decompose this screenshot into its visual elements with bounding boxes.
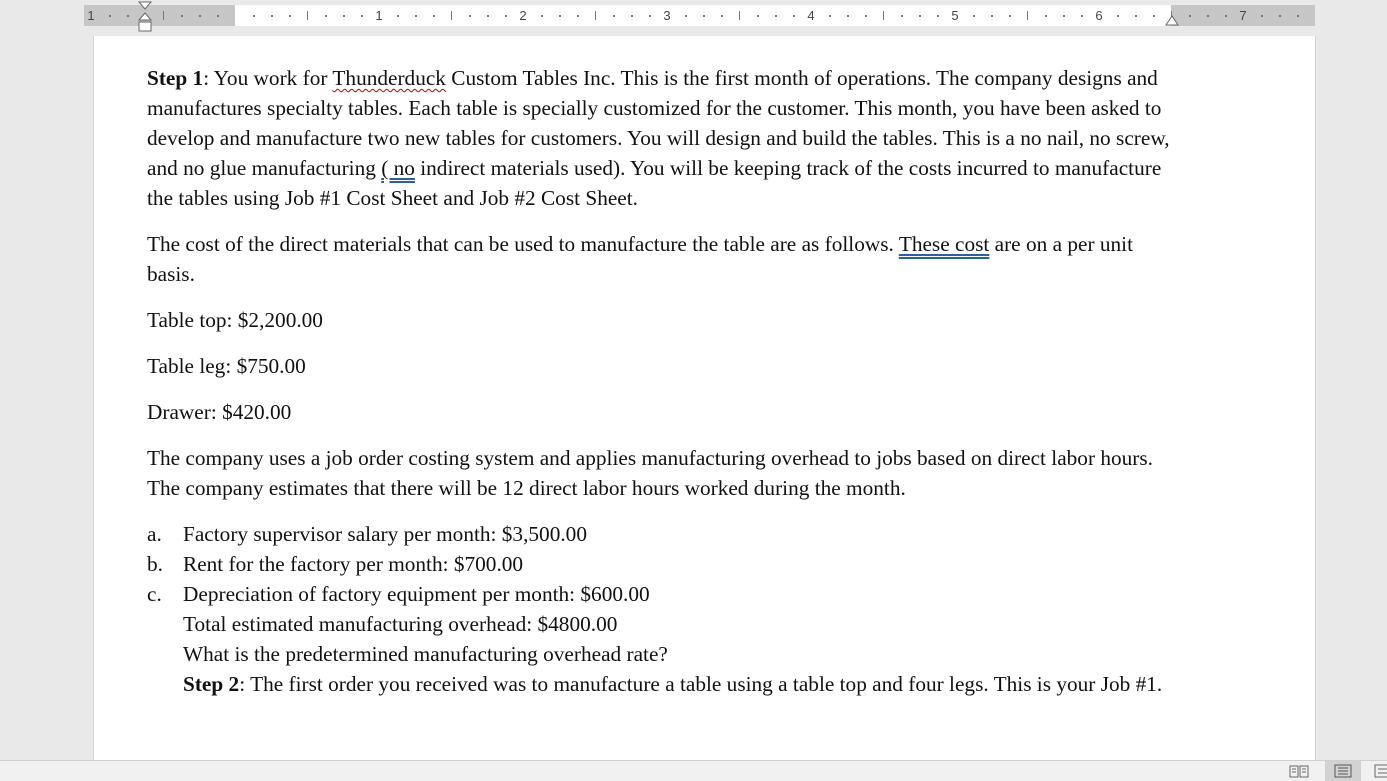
read-mode-button[interactable] <box>1281 761 1317 781</box>
ruler-label-1: 1 <box>375 8 383 23</box>
ruler-tick <box>1297 15 1299 17</box>
grammar-flag[interactable]: ( no <box>381 156 415 180</box>
step1-text-a: : You work for <box>203 66 333 90</box>
ruler-tick <box>973 15 975 17</box>
list-letter: b. <box>147 552 163 576</box>
ruler-tick <box>199 15 201 17</box>
ruler-tick <box>649 15 651 17</box>
ruler-tick <box>865 15 867 17</box>
ruler-label-4: 4 <box>807 8 815 23</box>
total-overhead: Total estimated manufacturing overhead: $4800.00 <box>183 612 618 636</box>
ruler-tick <box>685 15 687 17</box>
ruler-tick <box>919 15 921 17</box>
ruler-tick <box>559 15 561 17</box>
ruler-tick <box>1189 15 1191 17</box>
ruler-tick <box>757 15 759 17</box>
step1-text-b: Custom Tables Inc. This is the first month of operations. The company designs and manufactures specialty tables. Each table is specially customized for the customer. This month, you have been asked to develop and manufacture two new tables for customers. You will design and build the tables. This is a no nail, no screw, and no glue manufacturing <box>147 66 1170 180</box>
ruler-tick <box>343 15 345 17</box>
ruler-tick <box>163 11 164 20</box>
document-body[interactable] <box>147 63 1177 699</box>
table-top-cost: Table top: $2,200.00 <box>147 308 323 332</box>
ruler-tick <box>1135 15 1137 17</box>
ruler-tick <box>469 15 471 17</box>
ruler-tick <box>613 15 615 17</box>
ruler-tick <box>1279 15 1281 17</box>
ruler-tick <box>127 15 129 17</box>
horizontal-ruler[interactable] <box>84 5 1315 26</box>
materials-text-b: are on a per unit basis. <box>147 232 1133 286</box>
grammar-flag[interactable]: These cost <box>898 232 990 256</box>
read-mode-icon <box>1289 764 1309 778</box>
ruler-tick <box>595 11 596 20</box>
ruler-tick <box>847 15 849 17</box>
right-indent-marker-icon[interactable] <box>1165 15 1179 29</box>
print-layout-button[interactable] <box>1325 761 1361 781</box>
ruler-tick <box>1009 15 1011 17</box>
ruler-tick <box>181 15 183 17</box>
ruler-tick <box>325 15 327 17</box>
ruler-tick <box>577 15 579 17</box>
ruler-tick <box>397 15 399 17</box>
ruler-tick <box>901 15 903 17</box>
list-text: Depreciation of factory equipment per month: $600.00 <box>183 582 650 606</box>
status-bar <box>0 760 1387 781</box>
list-text: Factory supervisor salary per month: $3,500.00 <box>183 522 587 546</box>
ruler-tick <box>721 15 723 17</box>
ruler-tick <box>361 15 363 17</box>
ruler-tick <box>793 15 795 17</box>
list-letter: a. <box>147 522 162 546</box>
paragraph-overhead: The company uses a job order costing system and applies manufacturing overhead to jobs based on direct labor hours. The company estimates that there will be 12 direct labor hours worked during the month. <box>147 446 1154 500</box>
ruler-tick <box>1225 15 1227 17</box>
web-layout-button[interactable] <box>1369 761 1387 781</box>
ruler-tick <box>991 15 993 17</box>
ruler-tick <box>1261 15 1263 17</box>
ruler-tick <box>1045 15 1047 17</box>
ruler-tick <box>307 11 308 20</box>
ruler-label-3: 3 <box>663 8 671 23</box>
ruler-tick <box>883 11 884 20</box>
drawer-cost: Drawer: $420.00 <box>147 400 292 424</box>
ruler-tick <box>217 15 219 17</box>
ruler-tick <box>631 15 633 17</box>
ruler-label-6: 6 <box>1095 8 1103 23</box>
list-letter: c. <box>147 582 162 606</box>
ruler-tick <box>415 15 417 17</box>
ruler-tick <box>289 15 291 17</box>
ruler-tick <box>1081 15 1083 17</box>
ruler-tick <box>703 15 705 17</box>
web-layout-icon <box>1369 764 1387 778</box>
list-item <box>147 579 1177 609</box>
overhead-question: What is the predetermined manufacturing overhead rate? <box>183 642 668 666</box>
table-leg-cost: Table leg: $750.00 <box>147 354 306 378</box>
list-item <box>147 519 1177 549</box>
list-text: Rent for the factory per month: $700.00 <box>183 552 524 576</box>
materials-text-a: The cost of the direct materials that can be used to manufacture the table are as follows. <box>147 232 899 256</box>
ruler-tick <box>1027 11 1028 20</box>
ruler-tick <box>739 11 740 20</box>
ruler-left-label: 1 <box>87 8 95 23</box>
ruler-tick <box>109 15 111 17</box>
ruler-tick <box>271 15 273 17</box>
ruler-tick <box>829 15 831 17</box>
document-page[interactable] <box>93 36 1316 760</box>
ruler-tick <box>451 11 452 20</box>
ruler-tick <box>541 15 543 17</box>
ruler-tick <box>1153 15 1155 17</box>
paragraph-step2 <box>147 669 1177 699</box>
ruler-tick <box>487 15 489 17</box>
spelling-error[interactable]: Thunderduck <box>332 66 446 90</box>
ruler-tick <box>1207 15 1209 17</box>
step2-text: : The first order you received was to manufacture a table using a table top and four legs. This is your Job #1. <box>239 672 1163 696</box>
ruler-label-5: 5 <box>951 8 959 23</box>
ruler-tick <box>1117 15 1119 17</box>
paragraph-step1 <box>147 63 1177 213</box>
paragraph-materials <box>147 229 1177 289</box>
ruler-tick <box>1063 15 1065 17</box>
print-layout-icon <box>1333 764 1353 778</box>
indent-marker-icon[interactable] <box>138 1 152 35</box>
step1-text-c: indirect materials used). You will be keeping track of the costs incurred to manufacture the tables using Job #1 Cost Sheet and Job #2 Cost Sheet. <box>147 156 1162 210</box>
ruler-tick <box>505 15 507 17</box>
ruler-label-7: 7 <box>1239 8 1247 23</box>
ruler-tick <box>253 15 255 17</box>
ruler-tick <box>775 15 777 17</box>
step1-label: Step 1 <box>147 66 204 90</box>
step2-label: Step 2 <box>183 672 240 696</box>
ruler-label-2: 2 <box>519 8 527 23</box>
overhead-list <box>147 519 1177 609</box>
ruler-tick <box>433 15 435 17</box>
ruler-tick <box>937 15 939 17</box>
list-item <box>147 549 1177 579</box>
